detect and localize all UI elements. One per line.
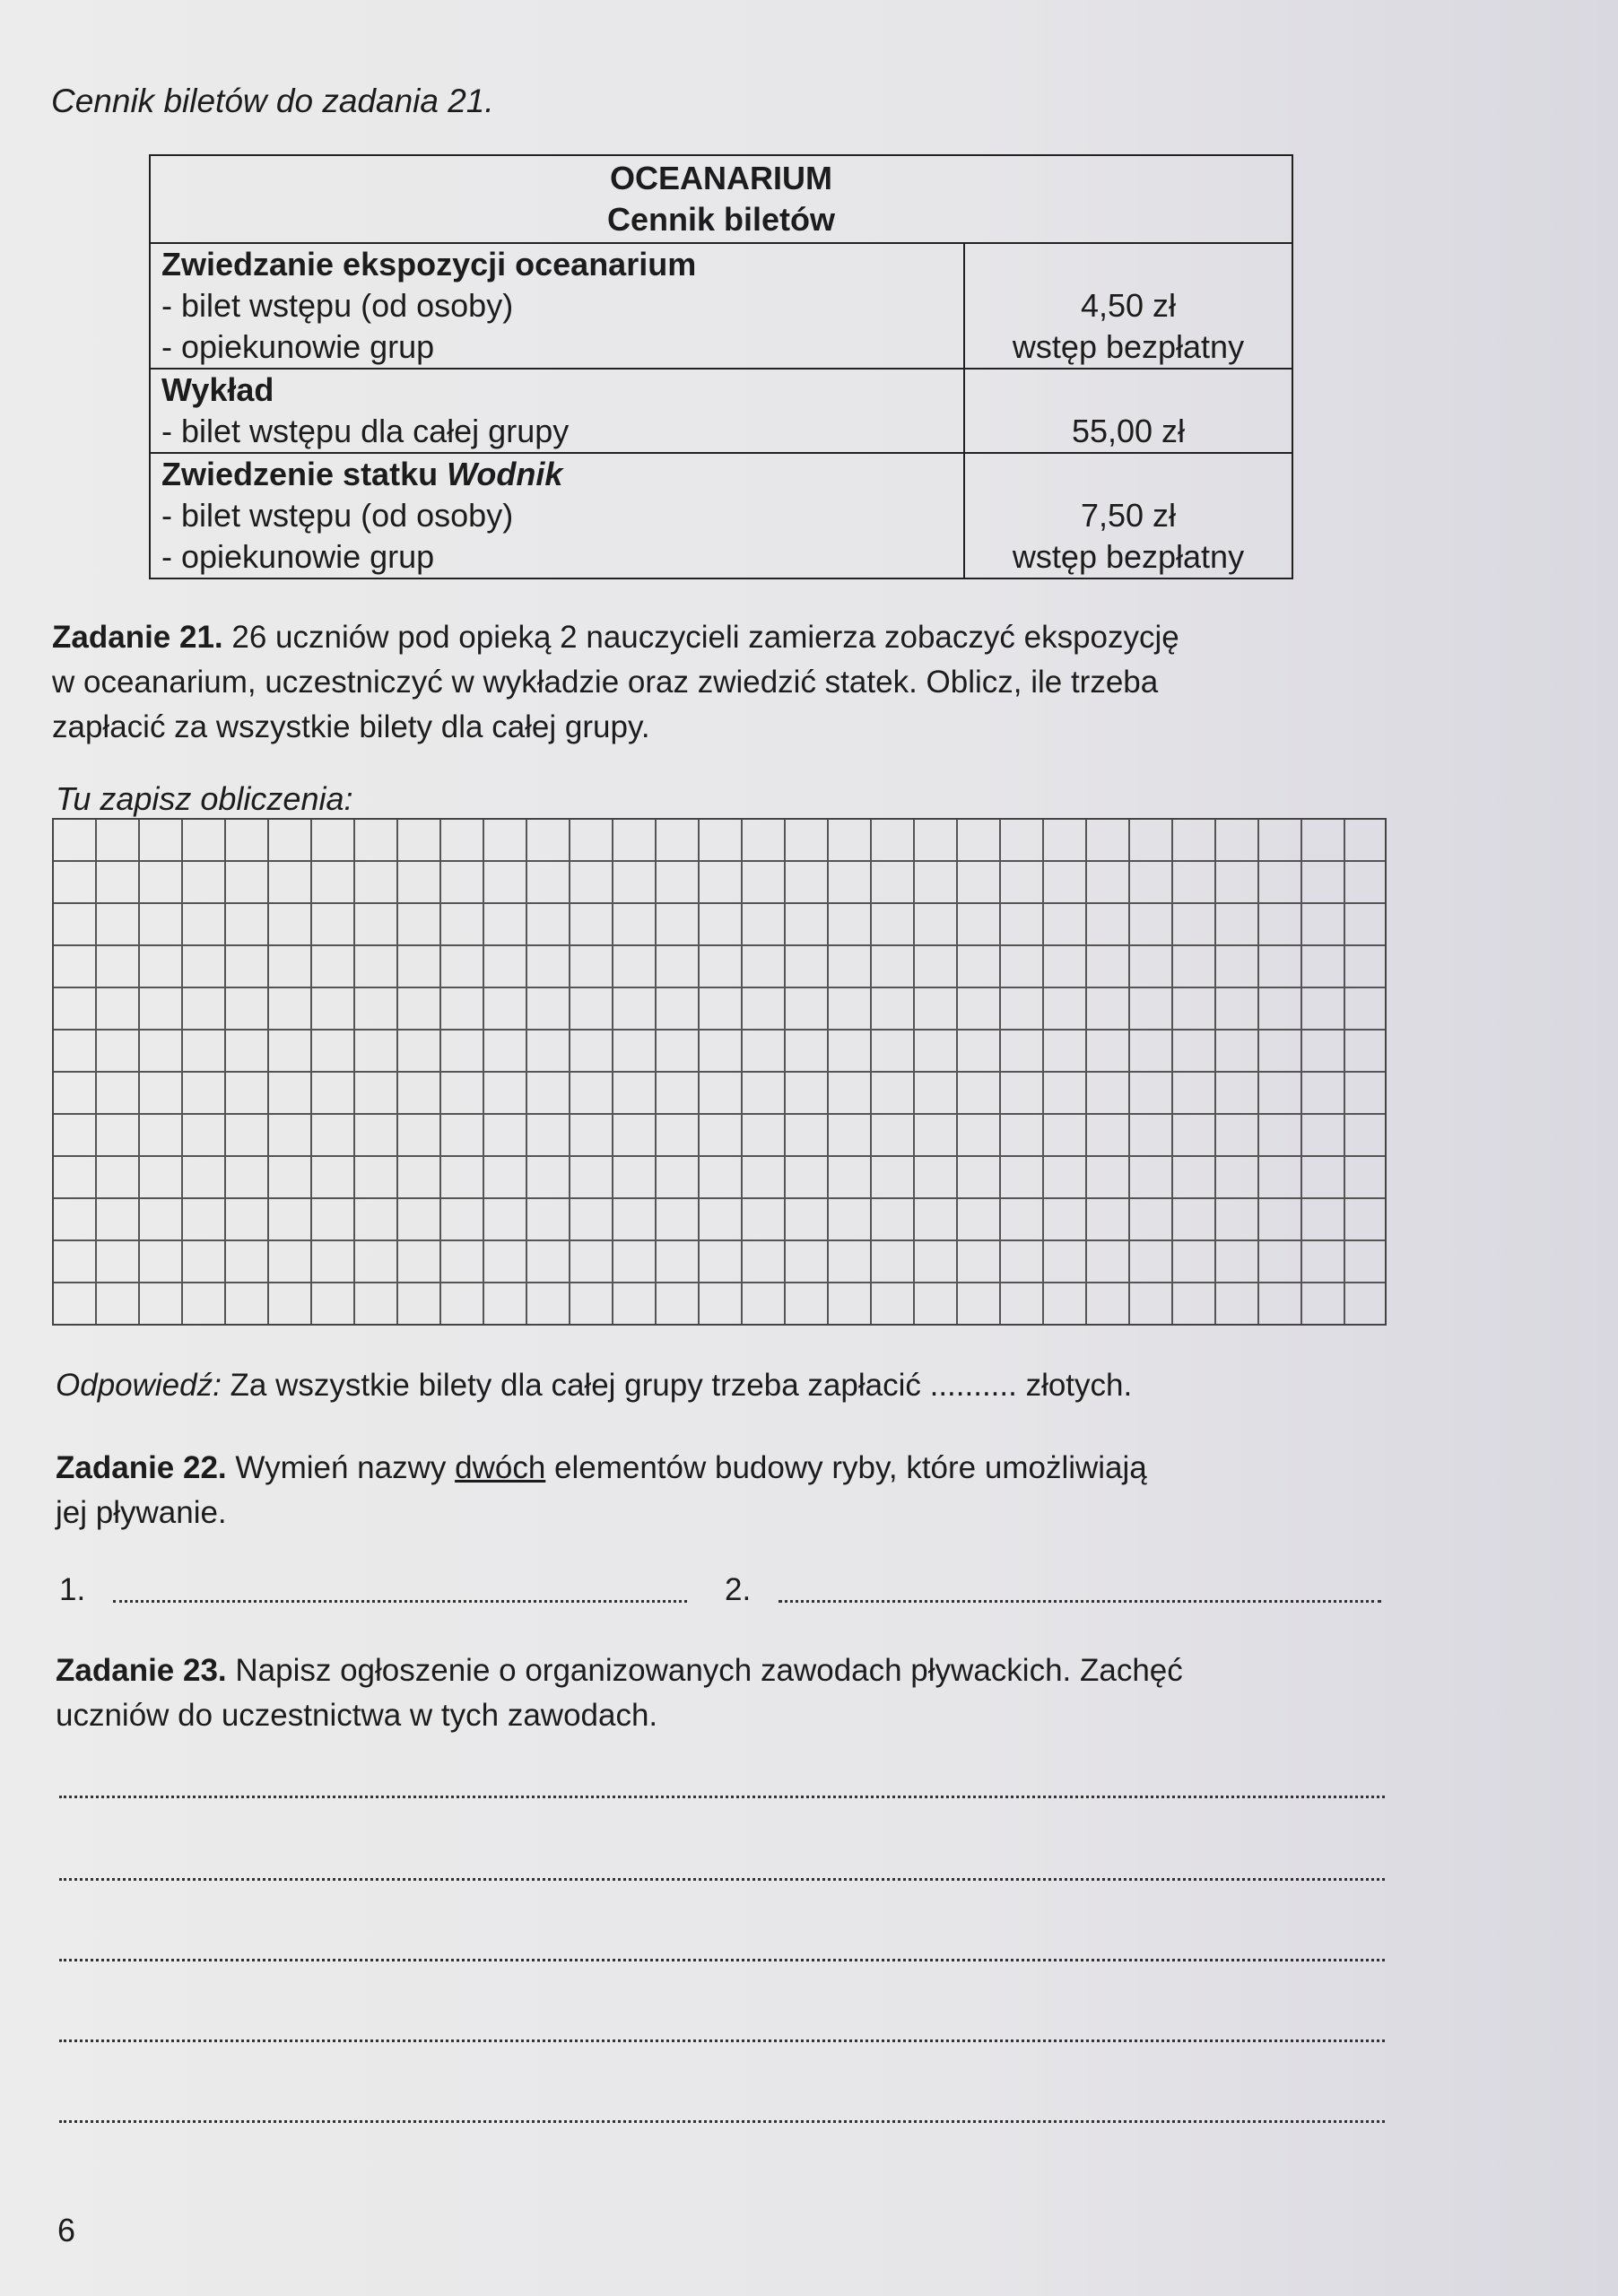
task-23-title: Zadanie 23. xyxy=(56,1653,227,1688)
row-price: 4,50 zł xyxy=(1080,287,1177,324)
price-table-header xyxy=(150,155,1292,243)
price-table xyxy=(149,154,1293,579)
task-22-title: Zadanie 22. xyxy=(56,1450,227,1485)
section-name: Wykład xyxy=(161,371,274,408)
price-section-prices xyxy=(964,243,1292,369)
task-21-title: Zadanie 21. xyxy=(52,620,223,655)
task-22-text xyxy=(56,1446,1147,1535)
row-label: - opiekunowie grup xyxy=(161,328,435,365)
price-section-labels xyxy=(150,369,964,453)
price-section-labels xyxy=(150,243,964,369)
row-label: - bilet wstępu (od osoby) xyxy=(161,287,514,324)
task-22-line: jej pływanie. xyxy=(56,1495,227,1530)
ship-name: Wodnik xyxy=(447,456,563,492)
price-section-prices xyxy=(964,453,1292,578)
task-21-text xyxy=(52,615,1179,750)
task-22-text-part: elementów budowy ryby, które umożliwiają xyxy=(545,1450,1147,1485)
calculation-label: Tu zapisz obliczenia: xyxy=(56,780,353,817)
price-section-lecture xyxy=(150,369,1292,453)
row-price: wstęp bezpłatny xyxy=(1012,328,1245,365)
task-23-line: Napisz ogłoszenie o organizowanych zawodach pływackich. Zachęć xyxy=(226,1653,1183,1688)
price-list-caption: Cennik biletów do zadania 21. xyxy=(51,83,494,119)
row-price: 55,00 zł xyxy=(1071,413,1186,449)
row-label: - bilet wstępu dla całej grupy xyxy=(161,413,570,449)
price-table-subtitle: Cennik biletów xyxy=(606,201,836,238)
calculation-grid[interactable] xyxy=(52,818,1387,1326)
writing-line[interactable] xyxy=(59,1796,1385,1798)
task-21-line: w oceanarium, uczestniczyć w wykładzie oraz zwiedzić statek. Oblicz, ile trzeba xyxy=(52,665,1159,700)
answer-line-1[interactable] xyxy=(113,1600,687,1603)
row-price: wstęp bezpłatny xyxy=(1012,538,1245,575)
section-name xyxy=(161,454,953,495)
task-22-text-part: Wymień nazwy xyxy=(226,1450,456,1485)
page-number: 6 xyxy=(57,2212,76,2248)
task-21-line: 26 uczniów pod opieką 2 nauczycieli zamierza zobaczyć ekspozycję xyxy=(222,620,1179,655)
writing-line[interactable] xyxy=(59,1959,1385,1961)
task-21-answer xyxy=(56,1363,1132,1408)
section-name: Zwiedzanie ekspozycji oceanarium xyxy=(161,246,697,283)
answer-label: Odpowiedź: xyxy=(56,1368,222,1403)
section-name-prefix: Zwiedzenie statku xyxy=(161,456,448,492)
writing-line[interactable] xyxy=(59,1878,1385,1881)
task-23-text xyxy=(56,1648,1183,1738)
writing-line[interactable] xyxy=(59,2039,1385,2042)
price-section-labels xyxy=(150,453,964,578)
task-21-line: zapłacić za wszystkie bilety dla całej grupy. xyxy=(52,709,650,744)
answer-item-1-label: 1. xyxy=(59,1572,86,1607)
row-label: - opiekunowie grup xyxy=(161,538,435,575)
row-label: - bilet wstępu (od osoby) xyxy=(161,497,514,534)
answer-line-2[interactable] xyxy=(779,1600,1381,1603)
answer-text: Za wszystkie bilety dla całej grupy trzeba zapłacić .......... złotych. xyxy=(221,1368,1133,1403)
answer-item-2-label: 2. xyxy=(725,1572,752,1607)
price-table-title: OCEANARIUM xyxy=(610,160,832,196)
task-23-line: uczniów do uczestnictwa w tych zawodach. xyxy=(56,1698,658,1733)
row-price: 7,50 zł xyxy=(1080,497,1177,534)
price-section-prices xyxy=(964,369,1292,453)
price-section-ship xyxy=(150,453,1292,578)
writing-line[interactable] xyxy=(59,2120,1385,2123)
price-section-exhibition xyxy=(150,243,1292,369)
task-22-underlined: dwóch xyxy=(455,1450,546,1485)
